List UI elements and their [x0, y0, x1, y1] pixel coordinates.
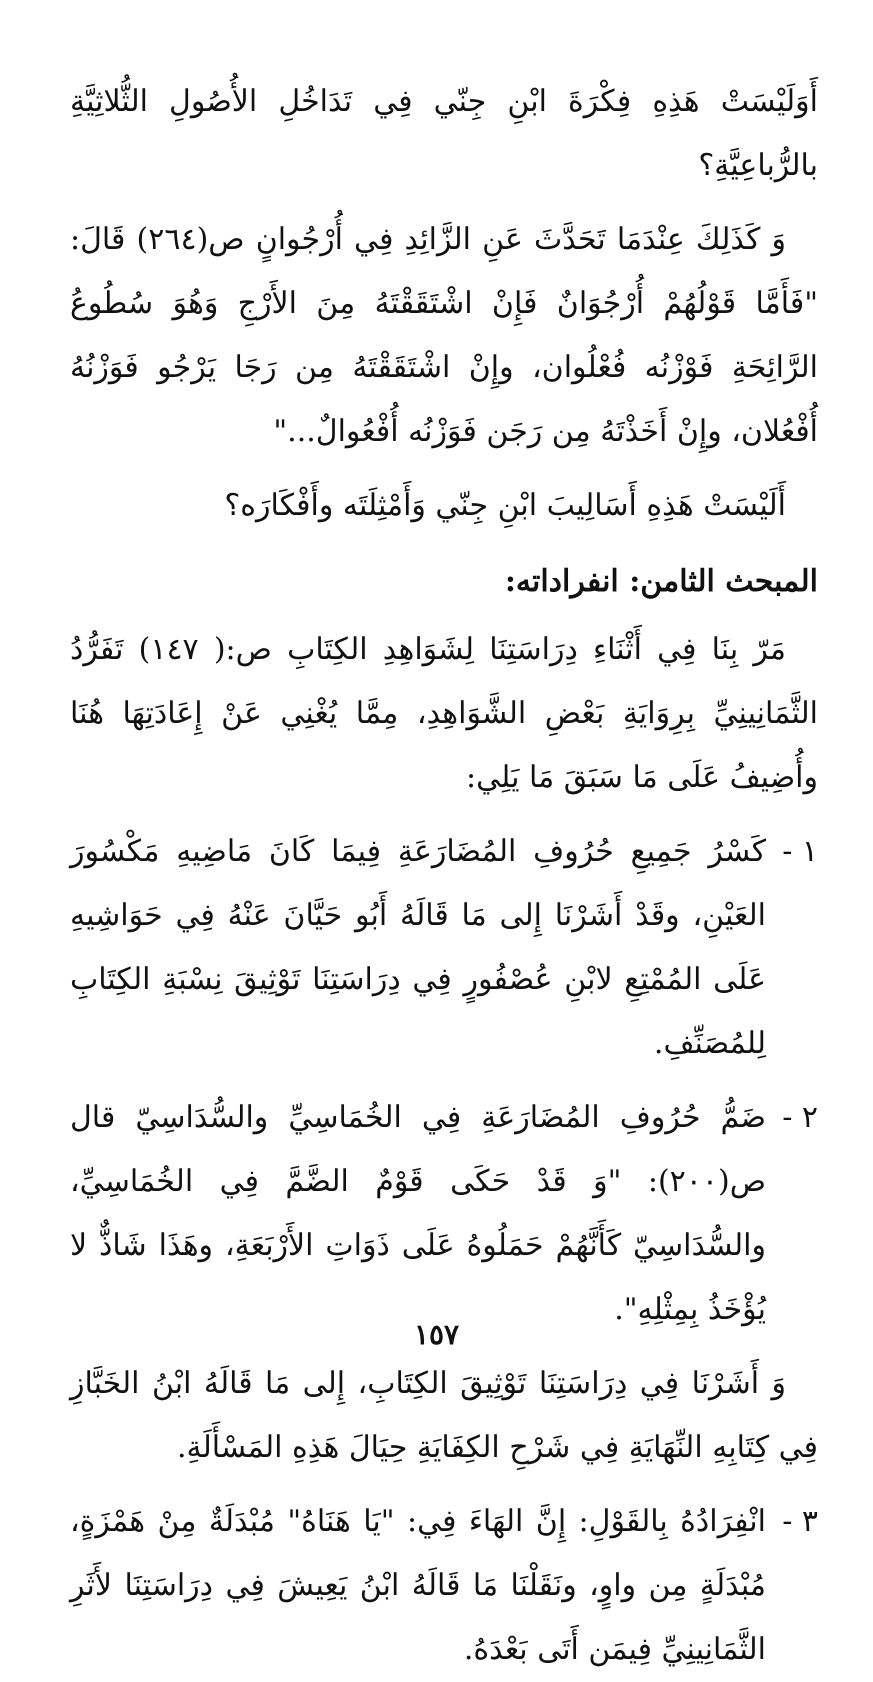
- list-item: [70, 1490, 818, 1682]
- page-number: ١٥٧: [413, 1318, 460, 1351]
- paragraph-question-roots: أَوَلَيْسَتْ هَذِهِ فِكْرَةَ ابْنِ جِنّي فِي تَدَاخُلِ الأُصُولِ الثُّلاثِيَّةِ بالرُّباعِيَّةِ؟: [70, 84, 818, 183]
- item-number: ٣ -: [782, 1504, 818, 1539]
- paragraph-intro: مَرّ بِنَا فِي أَثْنَاءِ دِرَاسَتِنَا لِشَوَاهِدِ الكِتَابِ ص:( ١٤٧) تَفَرُّدُ الثَّمَانِينِيِّ بِرِوَايَةِ بَعْضِ الشَّوَاهِدِ، مِمَّا يُغْنِي عَنْ إِعَادَتِهَا هُنَا وأُضِيفُ عَلَى مَا سَبَقَ مَا يَلِي:: [70, 632, 818, 795]
- item-text: كَسْرُ جَمِيعِ حُرُوفِ المُضَارَعَةِ فِيمَا كَانَ مَاضِيهِ مَكْسُورَ العَيْنِ، وقَدْ أَشَرْنَا إِلى مَا قَالَهُ أَبُو حَيَّانَ عَنْهُ فِي حَوَاشِيهِ عَلَى المُمْتِعِ لابْنِ عُصْفُورٍ فِي دِرَاسَتِنَا تَوْثِيقَ نِسْبَةِ الكِتَابِ لِلمُصَنِّفِ.: [70, 834, 766, 1061]
- list-item: [70, 1086, 818, 1342]
- paragraph-urjuwan: وَ كَذَلِكَ عِنْدَمَا تَحَدَّثَ عَنِ الزَّائِدِ فِي أُرْجُوانٍ ص(٢٦٤) قَالَ: "فَأَمَّا قَوْلُهُمْ أُرْجُوَانٌ فَإِنْ اشْتَقَقْتَهُ مِنَ الأَرْجِ وَهُوَ سُطُوعُ الرَّائِحَةِ فَوْزْنُه فُعْلُوان، وإِنْ اشْتَقَقْتَهُ مِن رَجَا يَرْجُو فَوَزْنُهُ أُفْعُلان، وإِنْ أَخَذْتَهُ مِن رَجَن فَوَزْنُه أُفْعُوالٌ...": [70, 222, 818, 449]
- paragraph-question-methods: أَلَيْسَتْ هَذِهِ أَسَالِيبَ ابْنِ جِنّي وَأَمْثِلَتَه وأَفْكَارَه؟: [224, 488, 786, 523]
- item-text: انْفِرَادُهُ بِالقَوْلِ: إِنَّ الهَاءَ فِي: "يَا هَنَاهُ" مُبْدَلَةٌ مِنْ هَمْزَةٍ، مُبْدَلَةٍ مِن واوٍ، ونَقَلْنَا مَا قَالَهُ ابْنُ يَعِيشَ فِي دِرَاسَتِنَا لأَثَرِ الثَّمَانِينِيِّ فِيمَن أَتَى بَعْدَهُ.: [70, 1504, 766, 1667]
- paragraph-khabbaz: وَ أَشَرْنَا فِي دِرَاسَتِنَا تَوْثِيقَ الكِتَابِ، إِلى مَا قَالَهُ ابْنُ الخَبَّازِ فِي كِتَابِهِ النِّهَايَةِ فِي شَرْحِ الكِفَايَةِ حِيَالَ هَذِهِ المَسْأَلَةِ.: [70, 1366, 818, 1465]
- section-heading: المبحث الثامن: انفراداته:: [504, 564, 818, 599]
- item-number: ٢ -: [782, 1100, 818, 1135]
- item-number: ١ -: [782, 834, 818, 869]
- item-text: ضَمُّ حُرُوفِ المُضَارَعَةِ فِي الخُمَاسِيِّ والسُّدَاسِيّ قال ص(٢٠٠): "وَ قَدْ حَكَى قَوْمٌ الضَّمَّ فِي الخُمَاسِيِّ، والسُّدَاسِيّ كَأَنَّهُمْ حَمَلُوهُ عَلَى ذَوَاتِ الأَرْبَعَةِ، وهَذَا شَاذٌّ لا يُؤْخَذُ بِمِثْلِهِ".: [70, 1100, 766, 1327]
- list-item: [70, 820, 818, 1076]
- page-body: [70, 70, 818, 1682]
